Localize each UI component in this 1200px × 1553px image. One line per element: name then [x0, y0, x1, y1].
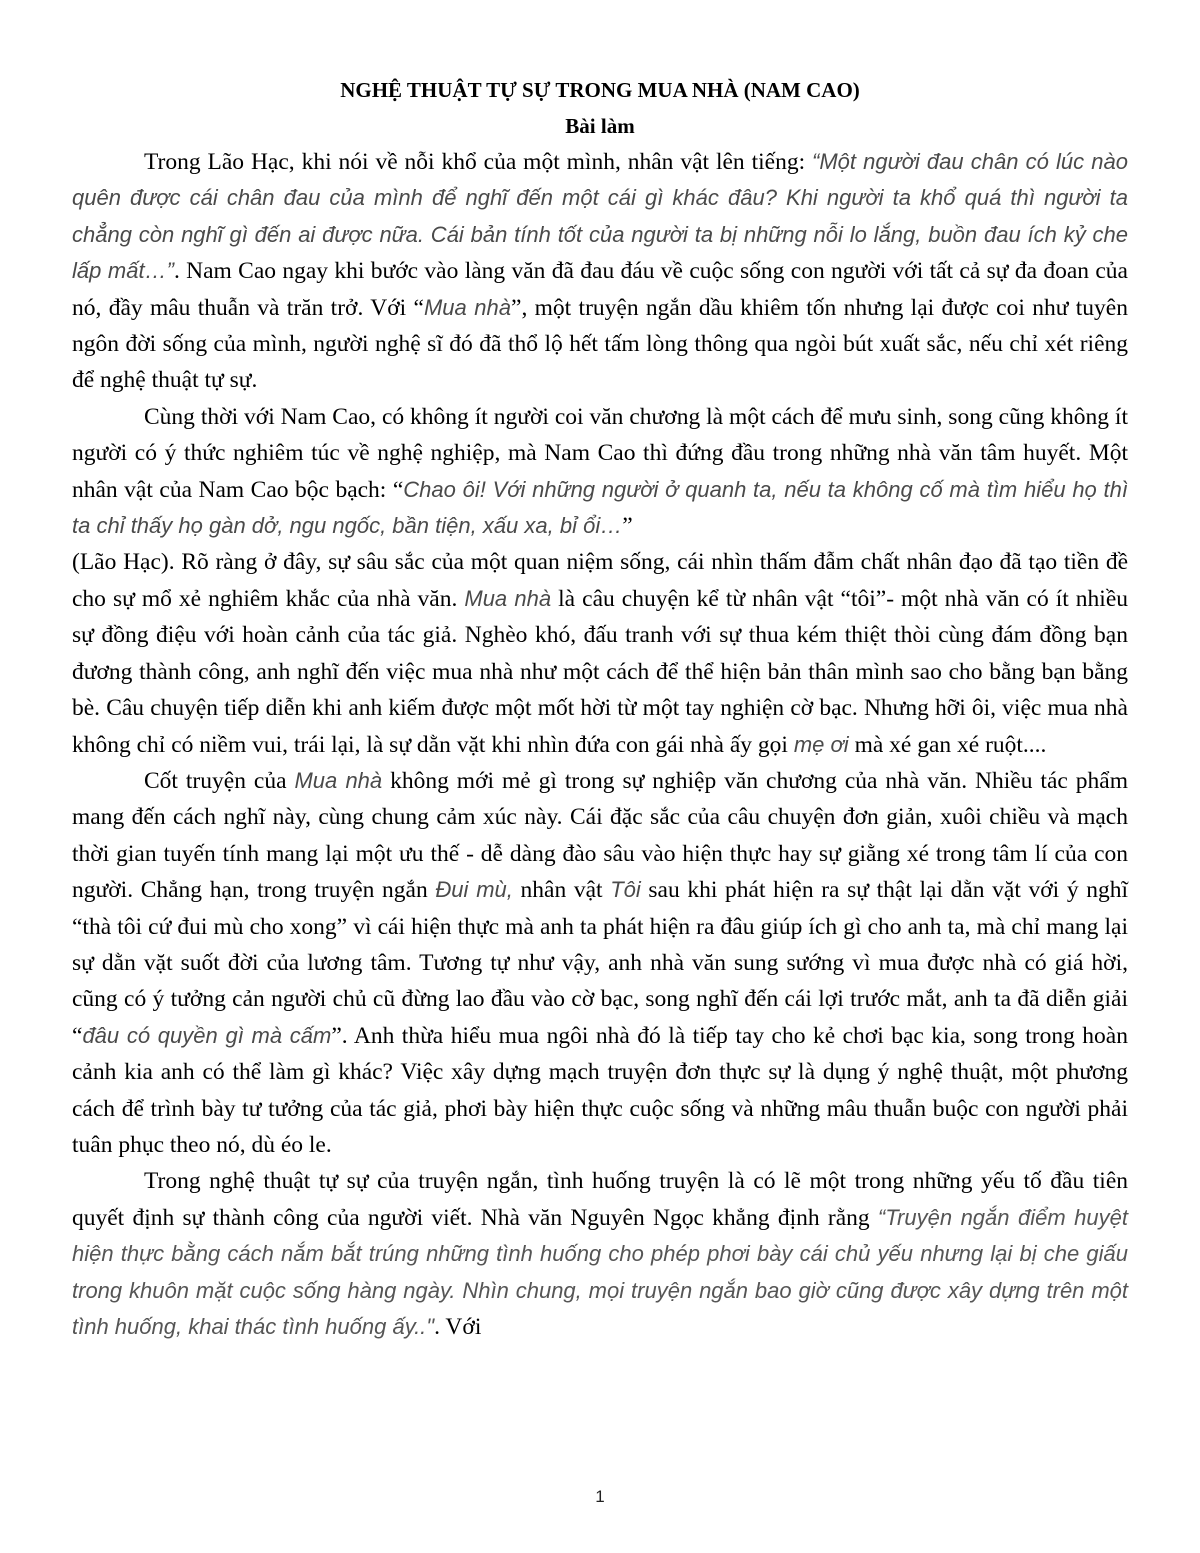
body-text: sau khi phát hiện ra sự thật lại dằn vặt với ý nghĩ “thà tôi cứ đui mù cho xong” vì cái hiện thực mà anh ta phát hiện ra đâu giúp ích gì cho anh ta, mà chỉ mang lại sự dằn vặt suốt đời của lương tâm. Tương tự như vậy, anh nhà văn sung sướng vì mua được nhà có giá hời, cũng có ý tưởng cản người chủ cũ đừng lao đầu vào cờ bạc, song nghĩ đến cái lợi trước mắt, anh ta đã diễn giải “	[72, 877, 1129, 1049]
quoted-text: “Truyện ngắn điểm huyệt hiện thực bằng cách nắm bắt trúng những tình huống cho phép phơi bày cái chủ yếu nhưng lại bị che giấu trong khuôn mặt cuộc sống hàng ngày. Nhìn chung, mọi truyện ngắn bao giờ cũng được xây dựng trên một tình huống, khai thác tình huống ấy.."	[72, 1204, 1128, 1339]
body-text: không mới mẻ gì trong sự nghiệp văn chương của nhà văn. Nhiều tác phẩm mang đến cách nghĩ này, cùng chung cảm xúc này. Cái đặc sắc của câu chuyện đơn giản, xuôi chiều và mạch thời gian tuyến tính mang lại một ưu thế - dễ dàng đào sâu vào hiện thực hay sự giằng xé trong tâm lí của con người. Chẳng hạn, trong truyện ngắn	[72, 767, 1128, 904]
paragraph-3	[72, 544, 1128, 762]
quoted-text: Mua nhà	[294, 767, 383, 793]
quoted-text: Đui mù,	[435, 877, 513, 903]
quoted-text: mẹ ơi	[793, 731, 849, 757]
quoted-text: Mua nhà	[423, 294, 512, 320]
body-text: mà xé gan xé ruột....	[848, 731, 1047, 758]
quoted-text: Chao ôi! Với những người ở quanh ta, nếu ta không cố mà tìm hiểu họ thì ta chỉ thấy họ gàn dở, ngu ngốc, bần tiện, xấu xa, bỉ ổi…	[72, 476, 1128, 539]
document-body	[72, 72, 1128, 1345]
quoted-text: đâu có quyền gì mà cấm	[82, 1022, 332, 1048]
body-text: nhân vật	[512, 877, 611, 904]
body-text: ”	[622, 513, 633, 540]
body-text: là câu chuyện kể từ nhân vật “tôi”- một nhà văn có ít nhiều sự đồng điệu với hoàn cảnh của tác giả. Nghèo khó, đấu tranh với sự thua kém thiệt thòi cùng đám đồng bạn đương thành công, anh nghĩ đến việc mua nhà như một cách để thể hiện bản thân mình sao cho bằng bạn bằng bè. Câu chuyện tiếp diễn khi anh kiếm được một mốt hời từ một tay nghiện cờ bạc. Nhưng hỡi ôi, việc mua nhà không chỉ có niềm vui, trái lại, là sự dằn vặt khi nhìn đứa con gái nhà ấy gọi	[72, 585, 1128, 758]
body-text: (Lão Hạc). Rõ ràng ở đây, sự sâu sắc của một quan niệm sống, cái nhìn thấm đẫm chất nhân đạo đã tạo tiền đề cho sự mổ xẻ nghiêm khắc của nhà văn.	[72, 549, 1128, 612]
body-text: Cốt truyện của	[144, 767, 295, 794]
paragraph-2	[72, 399, 1128, 545]
body-text: Trong Lão Hạc, khi nói về nỗi khổ của một mình, nhân vật lên tiếng:	[144, 149, 813, 175]
quoted-text: Mua nhà	[464, 585, 552, 611]
paragraph-5	[72, 1163, 1128, 1345]
quoted-text: Tôi	[610, 877, 641, 903]
body-text: ”, một truyện ngắn dầu khiêm tốn nhưng lại được coi như tuyên ngôn đời sống của mình, người nghệ sĩ đó đã thổ lộ hết tấm lòng thông qua ngòi bút xuất sắc, nếu chỉ xét riêng để nghệ thuật tự sự.	[72, 294, 1128, 394]
document-title: NGHỆ THUẬT TỰ SỰ TRONG MUA NHÀ (NAM CAO)	[340, 78, 860, 102]
paragraph-4	[72, 763, 1128, 1163]
body-text: Trong nghệ thuật tự sự của truyện ngắn, tình huống truyện là có lẽ một trong những yếu tố đầu tiên quyết định sự thành công của người viết. Nhà văn Nguyên Ngọc khẳng định rằng	[72, 1168, 1128, 1231]
body-text: Cùng thời với Nam Cao, có không ít người coi văn chương là một cách để mưu sinh, song cũng không ít người có ý thức nghiêm túc về nghệ nghiệp, mà Nam Cao thì đứng đầu trong những nhà văn tâm huyết. Một nhân vật của Nam Cao bộc bạch: “	[72, 403, 1128, 503]
document-subtitle: Bài làm	[565, 114, 635, 138]
quoted-text: “Một người đau chân có lúc nào quên được cái chân đau của mình để nghĩ đến một cái gì khác đâu? Khi người ta khổ quá thì người ta chẳng còn nghĩ gì đến ai được nữa. Cái bản tính tốt của người ta bị những nỗi lo lắng, buồn đau ích kỷ che lấp mất…”	[72, 149, 1128, 284]
body-text: . Với	[434, 1314, 482, 1340]
paragraph-1	[72, 144, 1128, 399]
body-text: ”. Anh thừa hiểu mua ngôi nhà đó là tiếp tay cho kẻ chơi bạc kia, song trong hoàn cảnh kia anh có thể làm gì khác? Việc xây dựng mạch truyện đơn thực sự là dụng ý nghệ thuật, một phương cách để trình bày tư tưởng của tác giả, phơi bày hiện thực cuộc sống và những mâu thuẫn buộc con người phải tuân phục theo nó, dù éo le.	[72, 1022, 1128, 1158]
page-number: 1	[595, 1487, 605, 1506]
body-text: . Nam Cao ngay khi bước vào làng văn đã đau đáu về cuộc sống con người với tất cả sự đa đoan của nó, đầy mâu thuẫn và trăn trở. Với “	[72, 258, 1128, 321]
